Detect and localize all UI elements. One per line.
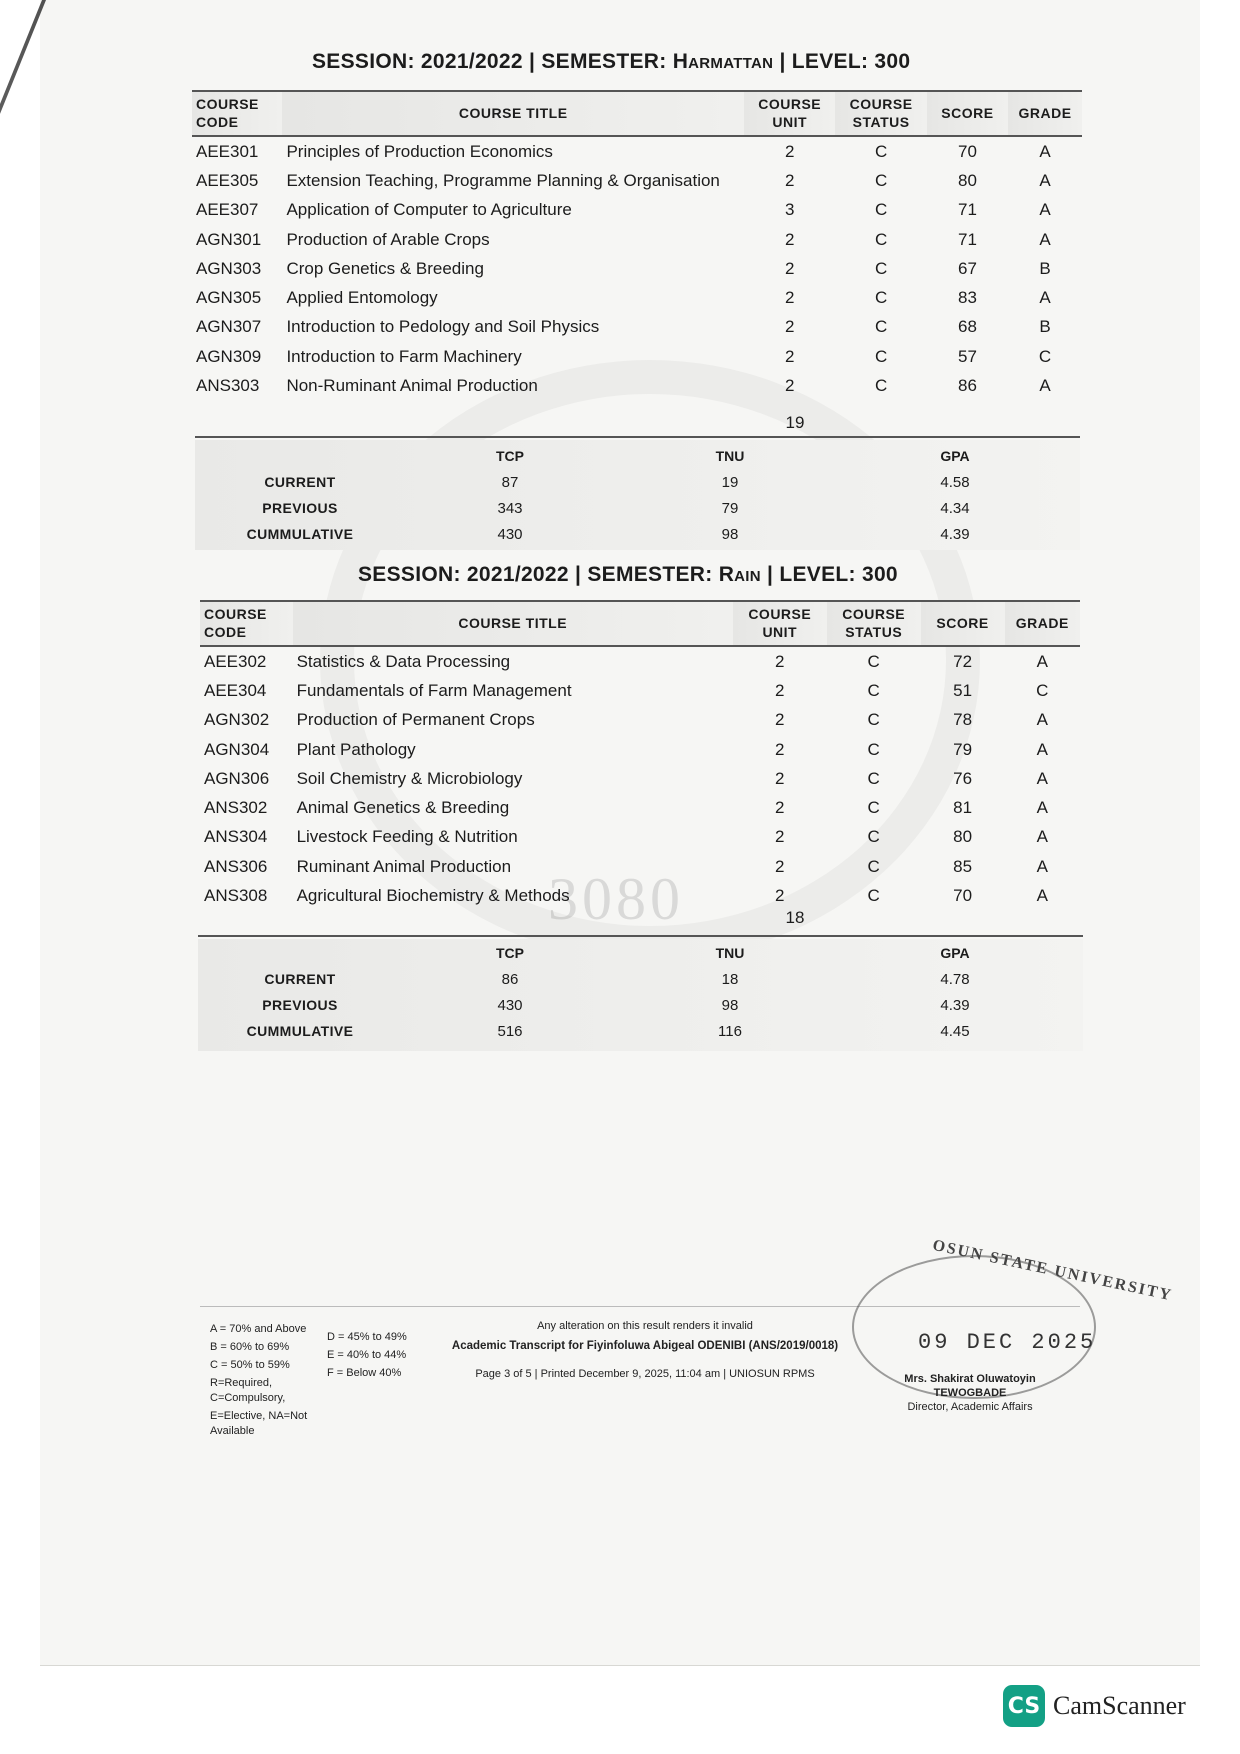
course-code: AGN304	[204, 739, 270, 759]
course-title: Plant Pathology	[296, 739, 416, 759]
course-status: C	[867, 798, 880, 818]
table-row	[192, 136, 1082, 166]
semester-1-course-table	[192, 90, 1082, 401]
table-row	[192, 196, 1082, 225]
semester-2-total-units: 18	[785, 908, 805, 927]
course-status: C	[874, 317, 888, 337]
summary-tcp: 430	[497, 996, 523, 1014]
course-title: Animal Genetics & Breeding	[296, 798, 510, 818]
table-row	[200, 881, 1080, 910]
col-course-code: COURSE CODE	[200, 601, 293, 646]
course-unit: 2	[784, 376, 795, 396]
course-unit: 2	[775, 827, 785, 847]
summary-tnu: 98	[721, 525, 739, 543]
summary-tnu: 79	[721, 499, 739, 517]
summary-row	[200, 1018, 1070, 1044]
course-code: AEE301	[196, 141, 259, 161]
semester-1-divider	[195, 436, 1080, 438]
tnu-header: TNU	[715, 945, 745, 961]
course-unit: 2	[775, 798, 785, 818]
course-code: AGN303	[196, 258, 262, 278]
course-unit: 2	[784, 288, 795, 308]
course-title: Ruminant Animal Production	[296, 856, 512, 876]
summary-label: CUMMULATIVE	[246, 526, 354, 542]
course-status: C	[867, 886, 880, 906]
course-status: C	[874, 258, 888, 278]
tcp-header: TCP	[496, 448, 524, 464]
course-grade: A	[1039, 288, 1051, 308]
semester-2-divider	[198, 935, 1083, 937]
col-score: SCORE	[927, 91, 1008, 136]
legend-item: D = 45% to 49%	[327, 1331, 407, 1343]
summary-label: CURRENT	[264, 971, 336, 987]
table-row	[192, 225, 1082, 254]
table-row	[192, 166, 1082, 195]
course-unit: 2	[775, 856, 785, 876]
footer-notes	[440, 1320, 850, 1388]
semester-2-summary	[200, 940, 1070, 1044]
summary-tcp: 516	[497, 1022, 523, 1040]
course-status: C	[867, 680, 880, 700]
col-course-status: COURSE STATUS	[835, 91, 926, 136]
course-unit: 2	[784, 346, 795, 366]
summary-tcp: 87	[501, 473, 519, 491]
tnu-header: TNU	[715, 448, 745, 464]
table-row	[200, 676, 1080, 705]
tcp-header: TCP	[496, 945, 524, 961]
table-row	[200, 764, 1080, 793]
course-code: AEE305	[196, 170, 259, 190]
table-row	[192, 342, 1082, 371]
col-score: SCORE	[921, 601, 1005, 646]
table-row	[200, 823, 1080, 852]
course-title: Agricultural Biochemistry & Methods	[296, 886, 570, 906]
course-unit: 2	[775, 768, 785, 788]
gpa-header: GPA	[940, 945, 970, 961]
legend-item: A = 70% and Above	[210, 1323, 307, 1335]
table-row	[192, 283, 1082, 312]
camscanner-watermark	[1003, 1684, 1186, 1728]
course-grade: A	[1036, 856, 1048, 876]
course-title: Introduction to Pedology and Soil Physics	[286, 317, 600, 337]
summary-header-row	[200, 443, 1070, 469]
course-grade: C	[1036, 680, 1049, 700]
summary-tcp: 86	[501, 970, 519, 988]
summary-tnu: 98	[721, 996, 739, 1014]
course-title: Extension Teaching, Programme Planning & Organisation	[286, 170, 720, 190]
summary-tcp: 343	[497, 499, 523, 517]
course-title: Production of Arable Crops	[286, 229, 490, 249]
course-title: Production of Permanent Crops	[296, 710, 535, 730]
course-status: C	[874, 288, 888, 308]
semester-1-title: SESSION: 2021/2022 | SEMESTER: Harmattan | LEVEL: 300	[312, 50, 911, 73]
alteration-notice: Any alteration on this result renders it invalid	[537, 1320, 753, 1332]
summary-gpa: 4.39	[940, 525, 970, 543]
course-grade: B	[1039, 258, 1051, 278]
camscanner-logo-icon: CS	[1003, 1685, 1045, 1727]
course-score: 80	[953, 827, 973, 847]
course-status: C	[874, 229, 888, 249]
summary-gpa: 4.39	[940, 996, 970, 1014]
course-score: 80	[957, 170, 977, 190]
semester-1-total-units: 19	[785, 413, 805, 432]
course-score: 51	[953, 680, 973, 700]
course-grade: A	[1036, 886, 1048, 906]
course-code: ANS302	[204, 798, 268, 818]
course-code: AGN301	[196, 229, 262, 249]
course-grade: A	[1039, 141, 1051, 161]
col-course-unit: COURSE UNIT	[733, 601, 827, 646]
summary-label: PREVIOUS	[262, 997, 338, 1013]
course-unit: 2	[775, 886, 785, 906]
course-grade: A	[1036, 651, 1048, 671]
stamp-date: 09 DEC 2025	[918, 1330, 1097, 1355]
course-title: Non-Ruminant Animal Production	[286, 376, 538, 396]
table-row	[200, 852, 1080, 881]
course-code: AGN302	[204, 710, 270, 730]
course-unit: 2	[775, 651, 785, 671]
signatory	[870, 1372, 1070, 1414]
signatory-name: Mrs. Shakirat Oluwatoyin TEWOGBADE	[904, 1373, 1036, 1399]
course-unit: 2	[784, 170, 795, 190]
col-grade: GRADE	[1008, 91, 1082, 136]
course-unit: 2	[775, 739, 785, 759]
course-score: 70	[957, 141, 977, 161]
course-grade: A	[1039, 376, 1051, 396]
legend-item: E = 40% to 44%	[327, 1349, 407, 1361]
course-score: 68	[957, 317, 977, 337]
course-grade: A	[1039, 200, 1051, 220]
table-row	[200, 646, 1080, 676]
course-code: AGN305	[196, 288, 262, 308]
course-score: 57	[957, 346, 977, 366]
legend-item: F = Below 40%	[327, 1367, 402, 1379]
table-header-row	[192, 91, 1082, 136]
summary-gpa: 4.78	[940, 970, 970, 988]
course-score: 81	[953, 798, 973, 818]
course-unit: 2	[784, 258, 795, 278]
summary-tnu: 18	[721, 970, 739, 988]
stamp-text: OSUN STATE UNIVERSITY	[931, 1236, 1175, 1305]
course-grade: A	[1036, 710, 1048, 730]
course-grade: A	[1036, 739, 1048, 759]
table-row	[200, 706, 1080, 735]
course-status: C	[867, 651, 880, 671]
summary-tcp: 430	[497, 525, 523, 543]
course-title: Principles of Production Economics	[286, 141, 553, 161]
course-unit: 2	[784, 229, 795, 249]
summary-label: CURRENT	[264, 474, 336, 490]
course-code: AEE307	[196, 200, 259, 220]
col-grade: GRADE	[1005, 601, 1081, 646]
course-title: Application of Computer to Agriculture	[286, 200, 572, 220]
course-unit: 3	[784, 200, 795, 220]
course-code: ANS304	[204, 827, 268, 847]
course-status: C	[867, 710, 880, 730]
course-status: C	[874, 170, 888, 190]
course-score: 71	[957, 229, 977, 249]
course-status: C	[867, 768, 880, 788]
gpa-header: GPA	[940, 448, 970, 464]
legend-item: B = 60% to 69%	[210, 1341, 290, 1353]
col-course-unit: COURSE UNIT	[744, 91, 835, 136]
course-title: Fundamentals of Farm Management	[296, 680, 572, 700]
course-unit: 2	[784, 141, 795, 161]
legend-item: E=Elective, NA=Not Available	[210, 1410, 308, 1437]
course-score: 67	[957, 258, 977, 278]
course-title: Applied Entomology	[286, 288, 438, 308]
summary-tnu: 19	[721, 473, 739, 491]
legend-item: R=Required, C=Compulsory,	[210, 1377, 286, 1404]
summary-row	[200, 521, 1070, 547]
course-score: 70	[953, 886, 973, 906]
course-score: 72	[953, 651, 973, 671]
course-grade: A	[1036, 768, 1048, 788]
summary-label: CUMMULATIVE	[246, 1023, 354, 1039]
course-score: 86	[957, 376, 977, 396]
course-title: Livestock Feeding & Nutrition	[296, 827, 518, 847]
summary-header-row	[200, 940, 1070, 966]
col-course-title: COURSE TITLE	[293, 601, 733, 646]
course-score: 85	[953, 856, 973, 876]
course-status: C	[867, 739, 880, 759]
course-code: AEE304	[204, 680, 267, 700]
semester-1-summary	[200, 443, 1070, 547]
table-row	[200, 793, 1080, 822]
course-code: ANS306	[204, 856, 268, 876]
course-title: Soil Chemistry & Microbiology	[296, 768, 523, 788]
course-title: Statistics & Data Processing	[296, 651, 511, 671]
course-grade: A	[1039, 170, 1051, 190]
course-status: C	[867, 827, 880, 847]
course-code: AGN306	[204, 768, 270, 788]
page-info: Page 3 of 5 | Printed December 9, 2025, 11:04 am | UNIOSUN RPMS	[475, 1368, 815, 1380]
legend-left	[210, 1322, 320, 1442]
legend-right	[327, 1330, 437, 1384]
table-row	[192, 371, 1082, 400]
course-status: C	[867, 856, 880, 876]
course-code: ANS303	[196, 376, 260, 396]
semester-2-title: SESSION: 2021/2022 | SEMESTER: Rain | LEVEL: 300	[358, 563, 898, 586]
transcript-owner: Academic Transcript for Fiyinfoluwa Abigeal ODENIBI (ANS/2019/0018)	[451, 1340, 839, 1352]
summary-row	[200, 992, 1070, 1018]
table-row	[200, 735, 1080, 764]
course-grade: A	[1036, 827, 1048, 847]
legend-item: C = 50% to 59%	[210, 1359, 290, 1371]
semester-2-course-table	[200, 600, 1080, 911]
table-row	[192, 313, 1082, 342]
summary-gpa: 4.34	[940, 499, 970, 517]
summary-row	[200, 469, 1070, 495]
course-score: 83	[957, 288, 977, 308]
course-unit: 2	[775, 710, 785, 730]
course-score: 78	[953, 710, 973, 730]
course-status: C	[874, 141, 888, 161]
summary-row	[200, 966, 1070, 992]
course-status: C	[874, 200, 888, 220]
summary-row	[200, 495, 1070, 521]
course-status: C	[874, 346, 888, 366]
course-code: AGN307	[196, 317, 262, 337]
course-grade: C	[1038, 346, 1052, 366]
course-code: ANS308	[204, 886, 268, 906]
course-code: AGN309	[196, 346, 262, 366]
col-course-status: COURSE STATUS	[827, 601, 921, 646]
course-unit: 2	[784, 317, 795, 337]
col-course-code: COURSE CODE	[192, 91, 282, 136]
course-code: AEE302	[204, 651, 267, 671]
course-score: 76	[953, 768, 973, 788]
course-grade: A	[1039, 229, 1051, 249]
course-score: 79	[953, 739, 973, 759]
course-unit: 2	[775, 680, 785, 700]
table-header-row	[200, 601, 1080, 646]
course-grade: A	[1036, 798, 1048, 818]
summary-gpa: 4.58	[940, 473, 970, 491]
summary-gpa: 4.45	[940, 1022, 970, 1040]
table-row	[192, 254, 1082, 283]
signatory-title: Director, Academic Affairs	[907, 1401, 1033, 1413]
course-status: C	[874, 376, 888, 396]
camscanner-label: CamScanner	[1053, 1691, 1186, 1720]
course-title: Crop Genetics & Breeding	[286, 258, 484, 278]
watermark-digits: 3080	[548, 866, 684, 932]
col-course-title: COURSE TITLE	[282, 91, 744, 136]
summary-label: PREVIOUS	[262, 500, 338, 516]
course-title: Introduction to Farm Machinery	[286, 346, 522, 366]
course-grade: B	[1039, 317, 1051, 337]
course-score: 71	[957, 200, 977, 220]
summary-tnu: 116	[718, 1022, 742, 1040]
